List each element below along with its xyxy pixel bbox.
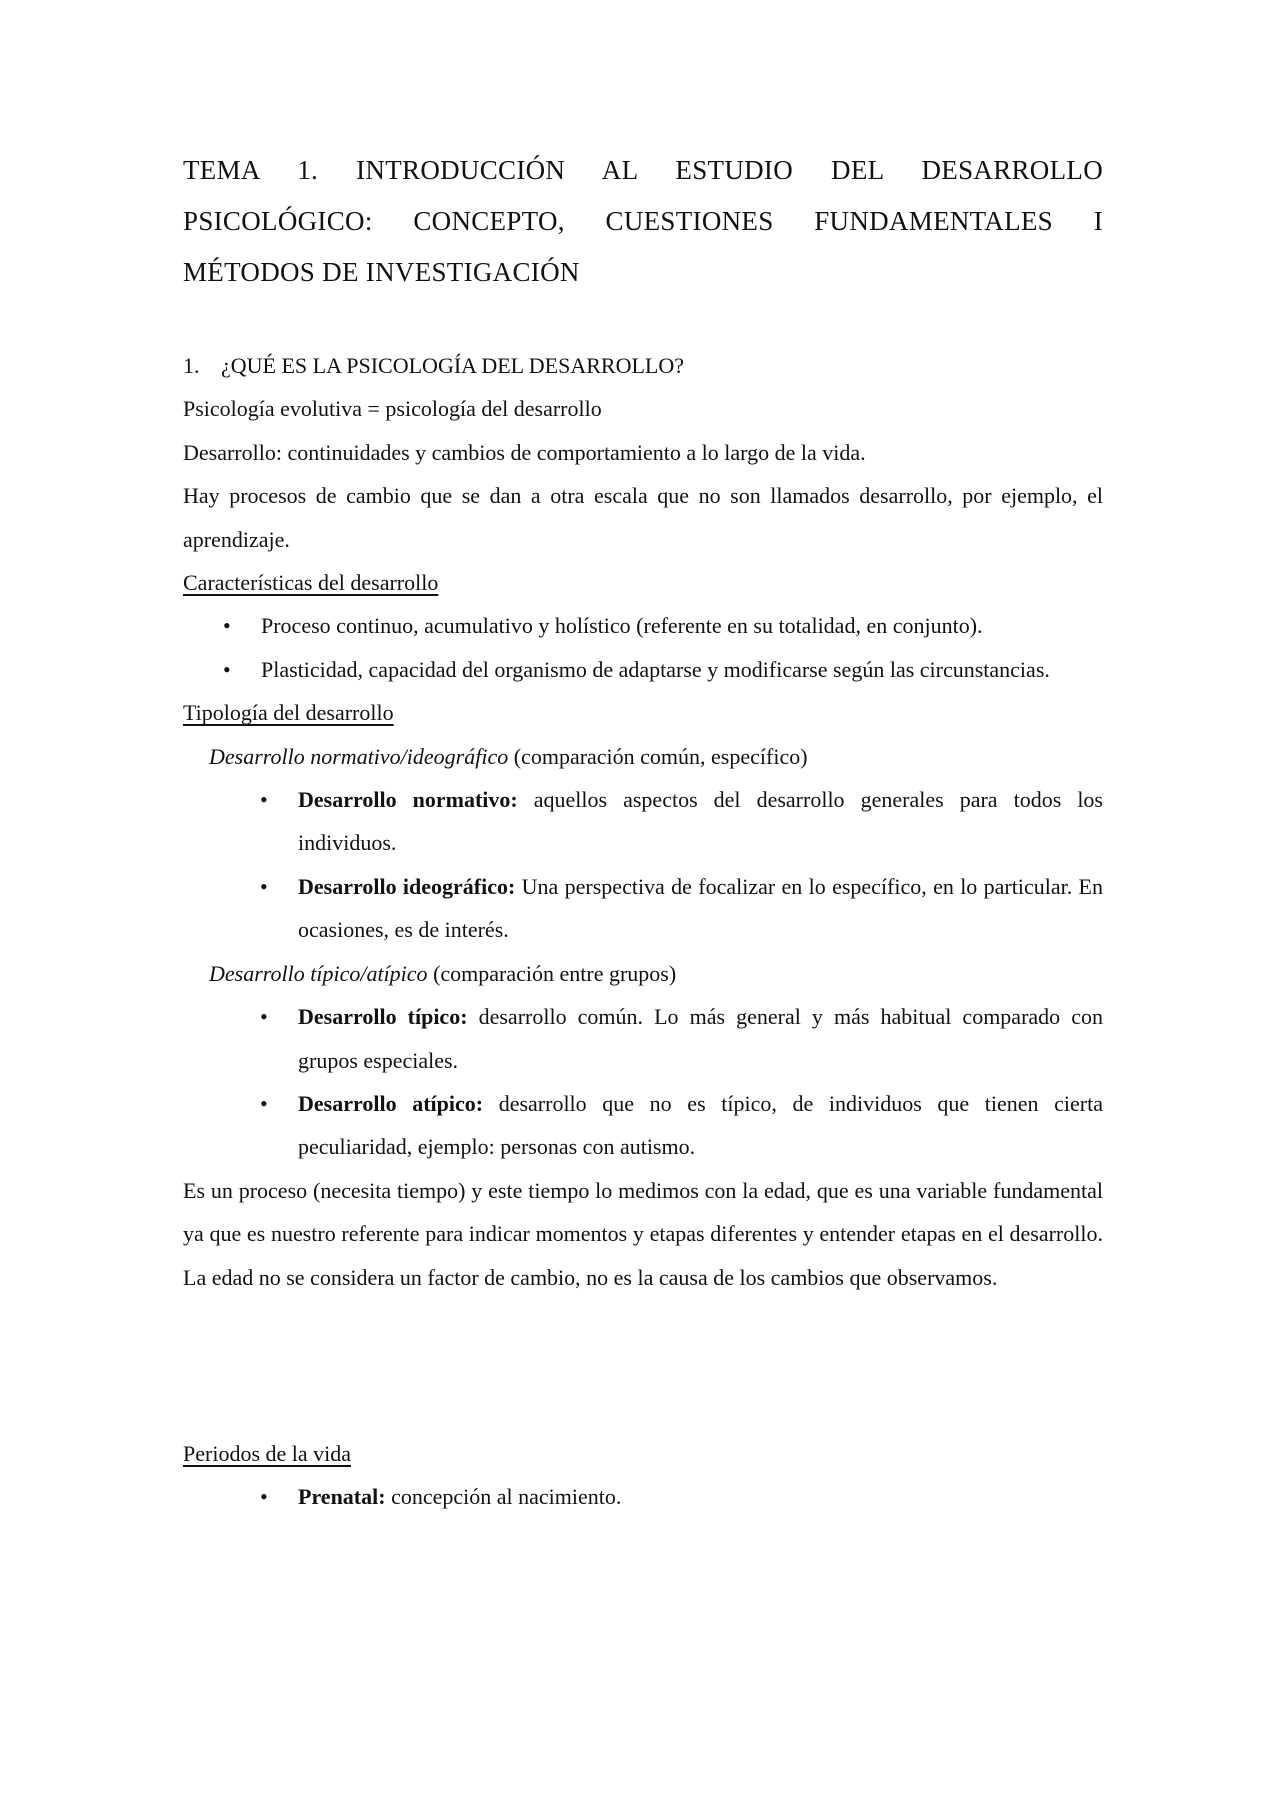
list-item — [183, 648, 1103, 691]
characteristics-heading: Características del desarrollo — [183, 570, 439, 596]
term-description: desarrollo común. Lo más general y más habitual comparado con grupos especiales. — [298, 1004, 1103, 1073]
term-description: desarrollo que no es típico, de individuos que tienen cierta peculiaridad, ejemplo: personas con autismo. — [298, 1090, 1104, 1160]
spacer — [183, 1299, 1103, 1432]
list-item — [183, 865, 1103, 952]
typical-list — [183, 995, 1103, 1169]
bullet-icon: • — [260, 873, 268, 899]
list-item — [183, 1475, 1103, 1518]
typology-group-note: (comparación común, específico) — [508, 743, 808, 769]
document-page — [183, 145, 1103, 1519]
term-label: Desarrollo normativo: — [298, 787, 518, 813]
characteristics-list — [183, 604, 1103, 691]
list-item — [183, 778, 1103, 865]
typology-group-normative — [183, 735, 1103, 778]
life-periods-heading: Periodos de la vida — [183, 1440, 352, 1466]
list-item-text: Proceso continuo, acumulativo y holístico (referente en su totalidad, en conjunto). — [261, 613, 983, 639]
bullet-icon: • — [260, 1090, 268, 1116]
typology-group-label: Desarrollo típico/atípico — [209, 960, 428, 986]
typology-group-typical — [183, 952, 1103, 995]
term-label: Desarrollo atípico: — [298, 1090, 484, 1116]
bullet-icon: • — [260, 787, 268, 813]
document-title: TEMA 1. INTRODUCCIÓN AL ESTUDIO DEL DESARROLLO PSICOLÓGICO: CONCEPTO, CUESTIONES FUNDAMENTALES I MÉTODOS DE INVESTIGACIÓN — [183, 155, 1103, 287]
typology-group-label: Desarrollo normativo/ideográfico — [209, 743, 509, 769]
definition-line: Psicología evolutiva = psicología del desarrollo — [183, 396, 602, 422]
bullet-icon: • — [223, 613, 231, 639]
section-heading — [183, 344, 1103, 387]
bullet-icon: • — [260, 1004, 268, 1030]
typology-group-note: (comparación entre grupos) — [427, 960, 677, 986]
term-description: Una perspectiva de focalizar en lo específico, en lo particular. En ocasiones, es de interés. — [298, 873, 1103, 943]
age-paragraph: Es un proceso (necesita tiempo) y este tiempo lo medimos con la edad, que es una variable fundamental ya que es nuestro referente para indicar momentos y etapas diferentes y entender etapas en el desarrollo. La edad no se considera un factor de cambio, no es la causa de los cambios que observamos. — [183, 1177, 1103, 1290]
bullet-icon: • — [223, 656, 231, 682]
change-processes-paragraph: Hay procesos de cambio que se dan a otra escala que no son llamados desarrollo, por ejemplo, el aprendizaje. — [183, 483, 1103, 552]
term-description: aquellos aspectos del desarrollo generales para todos los individuos. — [298, 787, 1103, 856]
typology-heading: Tipología del desarrollo — [183, 700, 394, 726]
term-description: concepción al nacimiento. — [385, 1484, 622, 1510]
normative-list — [183, 778, 1103, 952]
section-heading-text: ¿QUÉ ES LA PSICOLOGÍA DEL DESARROLLO? — [221, 353, 684, 378]
list-item-text: Plasticidad, capacidad del organismo de adaptarse y modificarse según las circunstancias. — [261, 656, 1050, 682]
term-label: Prenatal: — [298, 1484, 386, 1510]
term-label: Desarrollo típico: — [298, 1004, 468, 1030]
list-item — [183, 1082, 1103, 1169]
development-definition: Desarrollo: continuidades y cambios de comportamiento a lo largo de la vida. — [183, 439, 866, 465]
section-number: 1. — [183, 353, 200, 378]
list-item — [183, 604, 1103, 647]
life-periods-list — [183, 1475, 1103, 1518]
list-item — [183, 995, 1103, 1082]
term-label: Desarrollo ideográfico: — [298, 873, 516, 899]
bullet-icon: • — [260, 1484, 268, 1510]
